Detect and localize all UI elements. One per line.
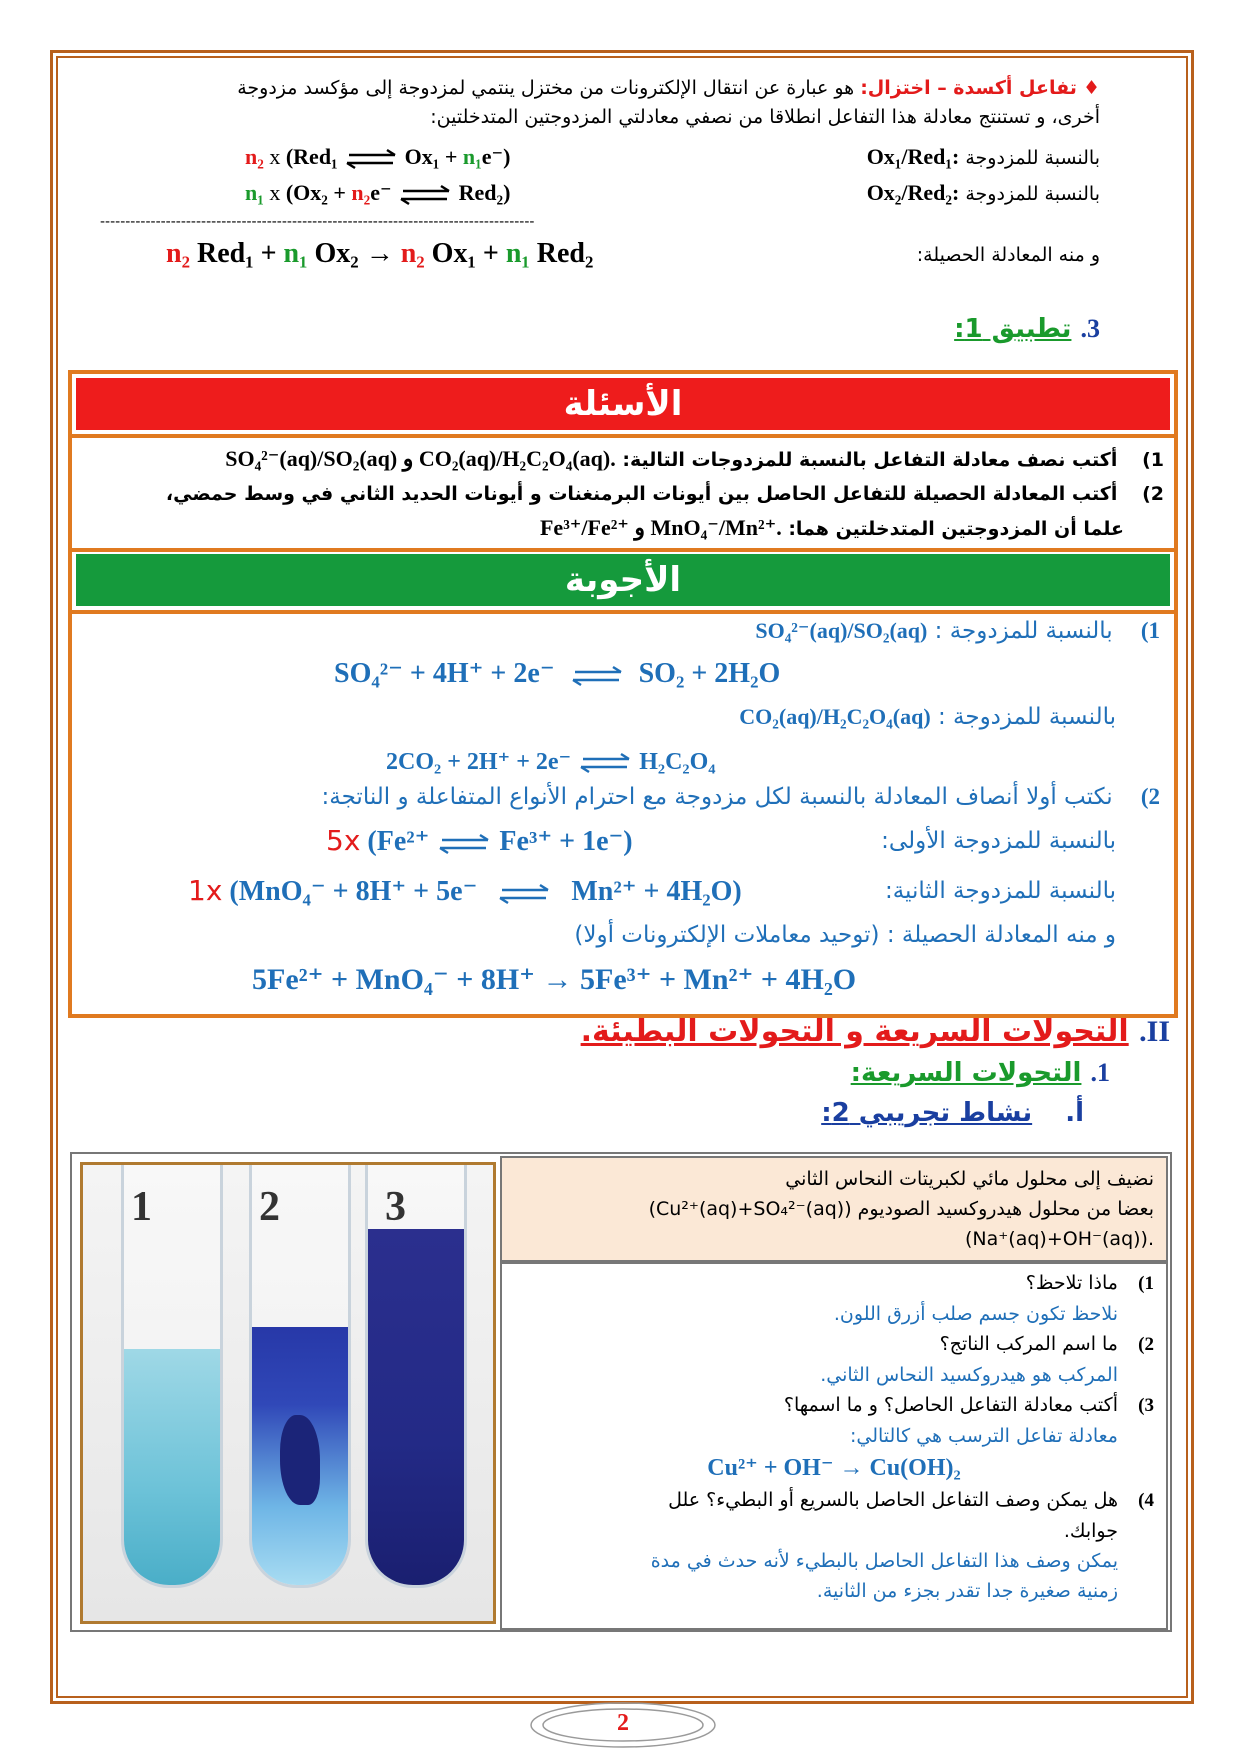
couple1-label: بالنسبة للمزدوجة Ox₁/Red₁: xyxy=(866,144,1100,169)
setup-line-3: (Na⁺(aq)+OH⁻(aq)). xyxy=(965,1228,1154,1250)
answer-1-couple1: 1) بالنسبة للمزدوجة : SO₄²⁻(aq)/SO₂(aq) xyxy=(755,618,1160,644)
answer-2-first-label: بالنسبة للمزدوجة الأولى: xyxy=(881,828,1116,854)
tube-label-1: 1 xyxy=(131,1184,152,1230)
subsection-fast-heading: 1. التحولات السريعة: xyxy=(850,1058,1110,1088)
answer-1-equation-1: SO₄²⁻ + 4H⁺ + 2e⁻ SO₂ + 2H₂O xyxy=(334,658,781,689)
test-tubes-photo xyxy=(80,1162,496,1624)
equilibrium-arrow-icon xyxy=(562,665,632,687)
couple2-label: بالنسبة للمزدوجة Ox₂/Red₂: xyxy=(866,180,1100,205)
equilibrium-arrow-icon xyxy=(343,148,399,170)
exp-question-4: 4)هل يمكن وصف التفاعل الحاصل بالسريع أو البطيء؟ علل xyxy=(668,1489,1154,1511)
question-2: 2) أكتب المعادلة الحصيلة للتفاعل الحاصل بين أيونات البرمنغنات و أيونات الحديد الثاني في وسط حمضي، xyxy=(165,483,1164,505)
answer-2-intro: 2) نكتب أولا أنصاف المعادلة بالنسبة لكل مزدوجة مع احترام الأنواع المتفاعلة و الناتجة: xyxy=(321,784,1160,810)
equilibrium-arrow-icon xyxy=(436,833,492,855)
answer-1-equation-2: 2CO₂ + 2H⁺ + 2e⁻ H₂C₂O₄ xyxy=(386,749,716,775)
application-heading: 3. تطبيق 1: xyxy=(954,314,1100,344)
section-2-heading: II. التحولات السريعة و التحولات البطيئة. xyxy=(580,1014,1170,1049)
half-equation-2: n₁ x (Ox₂ + n₂e⁻ Red₂) xyxy=(245,180,511,205)
tube-label-3: 3 xyxy=(385,1184,406,1230)
question-2-line2: علما أن المزدوجتين المتدخلتين هما: Fe³⁺/Fe²⁺ و MnO₄⁻/Mn²⁺. xyxy=(539,515,1124,540)
exp-question-2: 2)ما اسم المركب الناتج؟ xyxy=(939,1333,1154,1355)
exp-answer-4-line1: يمكن وصف هذا التفاعل الحاصل بالبطيء لأنه حدث في مدة xyxy=(650,1550,1118,1572)
page-number: 2 xyxy=(617,1710,629,1736)
redox-definition xyxy=(110,74,1100,132)
questions-cell xyxy=(500,1262,1168,1630)
answer-2-second-equation: 1x (MnO₄⁻ + 8H⁺ + 5e⁻ Mn²⁺ + 4H₂O) xyxy=(188,874,742,907)
half-equation-1: n₂ x (Red₁ Ox₁ + n₁e⁻) xyxy=(245,144,511,169)
equilibrium-arrow-icon xyxy=(484,883,564,905)
bullet-icon: ♦ xyxy=(1082,77,1100,99)
precipitate xyxy=(280,1415,320,1505)
redox-definition-line1: هو عبارة عن انتقال الإلكترونات من مختزل ينتمي لمزدوجة إلى مؤكسد مزدوجة xyxy=(237,77,855,99)
activity-table xyxy=(70,1152,1172,1632)
divider xyxy=(72,434,1174,438)
answer-2-overall-equation: 5Fe²⁺ + MnO₄⁻ + 8H⁺ → 5Fe³⁺ + Mn²⁺ + 4H₂O xyxy=(252,963,857,996)
divider xyxy=(72,548,1174,552)
exp-question-4-line2: جوابك. xyxy=(1063,1520,1118,1542)
exp-question-1: 1)ماذا تلاحظ؟ xyxy=(1025,1272,1154,1294)
couple1-name: Ox₁/Red₁: xyxy=(866,144,960,169)
question-1: 1) أكتب نصف معادلة التفاعل بالنسبة للمزدوجات التالية: SO₄²⁻(aq)/SO₂(aq) و CO₂(aq)/H₂C₂O₄(aq). xyxy=(225,446,1164,471)
equilibrium-arrow-icon xyxy=(577,752,633,774)
divider xyxy=(72,610,1174,614)
exp-question-3: 3)أكتب معادلة التفاعل الحاصل؟ و ما اسمها؟ xyxy=(783,1394,1154,1416)
answer-2-first-equation: 5x (Fe²⁺ Fe³⁺ + 1e⁻) xyxy=(326,824,633,857)
exp-answer-2: المركب هو هيدروكسيد النحاس الثاني. xyxy=(820,1364,1118,1386)
precipitation-equation: Cu²⁺ + OH⁻ → Cu(OH)₂ xyxy=(707,1455,961,1481)
overall-equation: n₂ Red₁ + n₁ Ox₂ → n₂ Ox₁ + n₁ Red₂ xyxy=(166,238,594,269)
tube-label-2: 2 xyxy=(259,1184,280,1230)
exp-answer-4-line2: زمنية صغيرة جدا تقدر بجزء من الثانية. xyxy=(816,1580,1118,1602)
redox-term: تفاعل أكسدة – اختزال: xyxy=(860,77,1077,99)
setup-cell xyxy=(500,1156,1168,1262)
answer-2-second-label: بالنسبة للمزدوجة الثانية: xyxy=(884,878,1116,904)
questions-header: الأسئلة xyxy=(76,378,1170,430)
overall-label: و منه المعادلة الحصيلة: xyxy=(916,244,1100,266)
exp-answer-1: نلاحظ تكون جسم صلب أزرق اللون. xyxy=(833,1303,1118,1325)
couple2-name: Ox₂/Red₂: xyxy=(866,180,960,205)
answers-header: الأجوبة xyxy=(76,554,1170,606)
questions-body xyxy=(94,442,1164,546)
equilibrium-arrow-icon xyxy=(397,184,453,206)
questions-answers-box xyxy=(68,370,1178,1018)
setup-line-2: (Cu²⁺(aq)+SO₄²⁻(aq)) بعضا من محلول هيدروكسيد الصوديوم xyxy=(648,1198,1154,1220)
dashed-separator: -------------------------------------------------------------------------------------- xyxy=(100,214,535,230)
answer-1-couple2: بالنسبة للمزدوجة : CO₂(aq)/H₂C₂O₄(aq) xyxy=(739,704,1116,730)
test-tube-3 xyxy=(365,1165,467,1588)
exp-answer-3: معادلة تفاعل الترسب هي كالتالي: xyxy=(849,1425,1118,1447)
redox-definition-line2: أخرى، و تستنتج معادلة هذا التفاعل انطلاقا من نصفي معادلتي المزدوجتين المتدخلتين: xyxy=(430,106,1100,128)
setup-line-1: نضيف إلى محلول مائي لكبريتات النحاس الثاني xyxy=(785,1168,1154,1190)
activity-heading: أ. نشاط تجريبي 2: xyxy=(821,1098,1084,1128)
answer-2-overall-label: و منه المعادلة الحصيلة : (توحيد معاملات الإلكترونات أولا) xyxy=(574,922,1116,948)
